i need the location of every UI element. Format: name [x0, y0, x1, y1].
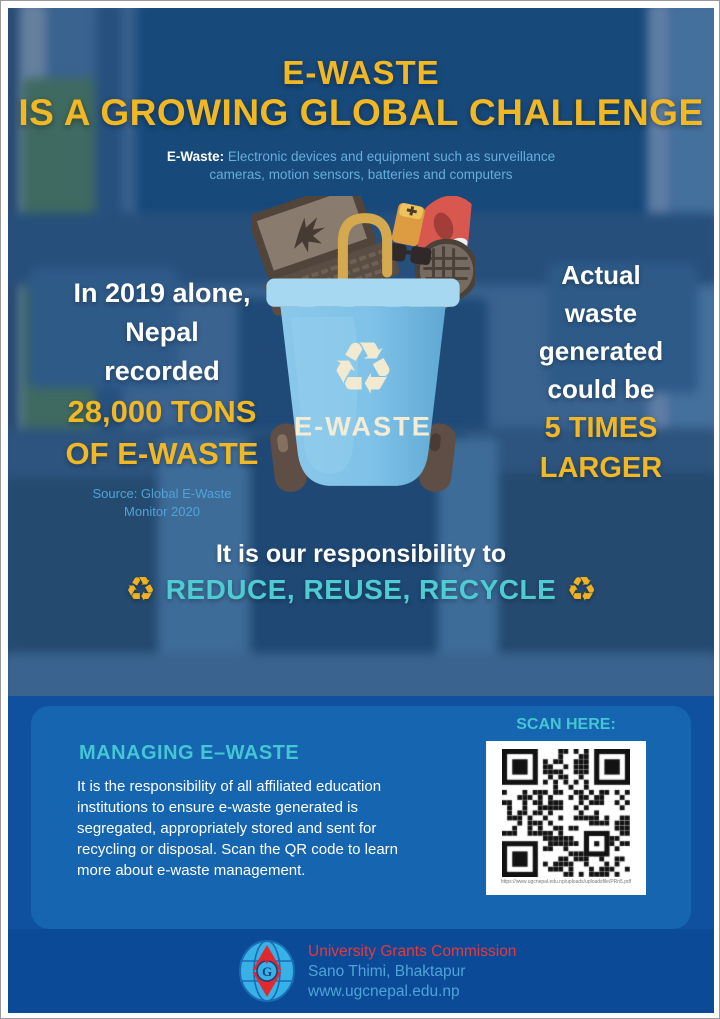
footer-bar — [8, 929, 714, 1013]
responsibility-block — [8, 540, 714, 607]
definition-text-line1: Electronic devices and equipment such as surveillance — [227, 149, 556, 164]
stat-highlight: OF E-WASTE — [65, 436, 259, 471]
logo-letter: G — [261, 964, 273, 979]
stat-text: generated — [538, 336, 664, 366]
stat-highlight: 28,000 TONS — [67, 394, 257, 429]
recycle-icon: ♻ — [566, 571, 597, 609]
responsibility-line2 — [8, 573, 714, 607]
qr-caption: https://www.ugcnepal.edu.np/uploads/uploadsfile/PRn5.pdf — [500, 879, 632, 885]
ugc-logo — [236, 940, 298, 1002]
responsibility-line1: It is our responsibility to — [215, 540, 507, 568]
poster-title-line2: IS A GROWING GLOBAL CHALLENGE — [18, 92, 704, 133]
ewaste-definition — [8, 148, 714, 184]
definition-text-line2: cameras, motion sensors, batteries and computers — [209, 167, 513, 182]
bin-svg — [251, 196, 475, 498]
managing-ewaste-card — [31, 706, 691, 929]
card-heading: MANAGING E–WASTE — [79, 742, 300, 764]
recycle-icon: ♻ — [125, 571, 156, 609]
ewaste-poster — [8, 8, 714, 1013]
footer-text-block — [308, 942, 516, 1002]
stat-highlight: LARGER — [539, 452, 663, 484]
scan-here-label: SCAN HERE: — [516, 716, 616, 733]
stat-text: waste — [564, 298, 638, 328]
bin-recycle-icon: ♻ — [330, 327, 396, 412]
stat-source-line2: Monitor 2020 — [124, 504, 200, 519]
reduce-reuse-recycle-text: REDUCE, REUSE, RECYCLE — [165, 574, 557, 605]
stat-text: could be — [547, 374, 655, 404]
bin-rim — [266, 279, 459, 307]
footer-address: Sano Thimi, Bhaktapur — [308, 963, 466, 980]
stat-text: Actual — [561, 260, 641, 290]
stat-text: Nepal — [125, 317, 199, 347]
actual-waste-block — [496, 256, 706, 488]
stat-highlight: 5 TIMES — [544, 412, 658, 444]
stat-source-line1: Source: Global E-Waste — [92, 486, 232, 501]
definition-label: E-Waste: — [166, 149, 225, 164]
footer-website: www.ugcnepal.edu.np — [308, 983, 460, 1000]
qr-code-pattern — [502, 749, 630, 877]
bin-label: E-WASTE — [294, 410, 432, 442]
ewaste-bin-illustration — [251, 196, 475, 498]
stat-text: In 2019 alone, — [73, 278, 251, 308]
qr-code — [486, 741, 646, 895]
stat-text: recorded — [104, 356, 220, 386]
card-body-text: It is the responsibility of all affiliated education institutions to ensure e-waste generated is segregated, appropriately stored and sent for recycling or disposal. Scan the QR code to learn more about e-waste management. — [77, 778, 398, 879]
footer-organization: University Grants Commission — [308, 943, 517, 960]
poster-title-line1: E-WASTE — [282, 54, 440, 91]
